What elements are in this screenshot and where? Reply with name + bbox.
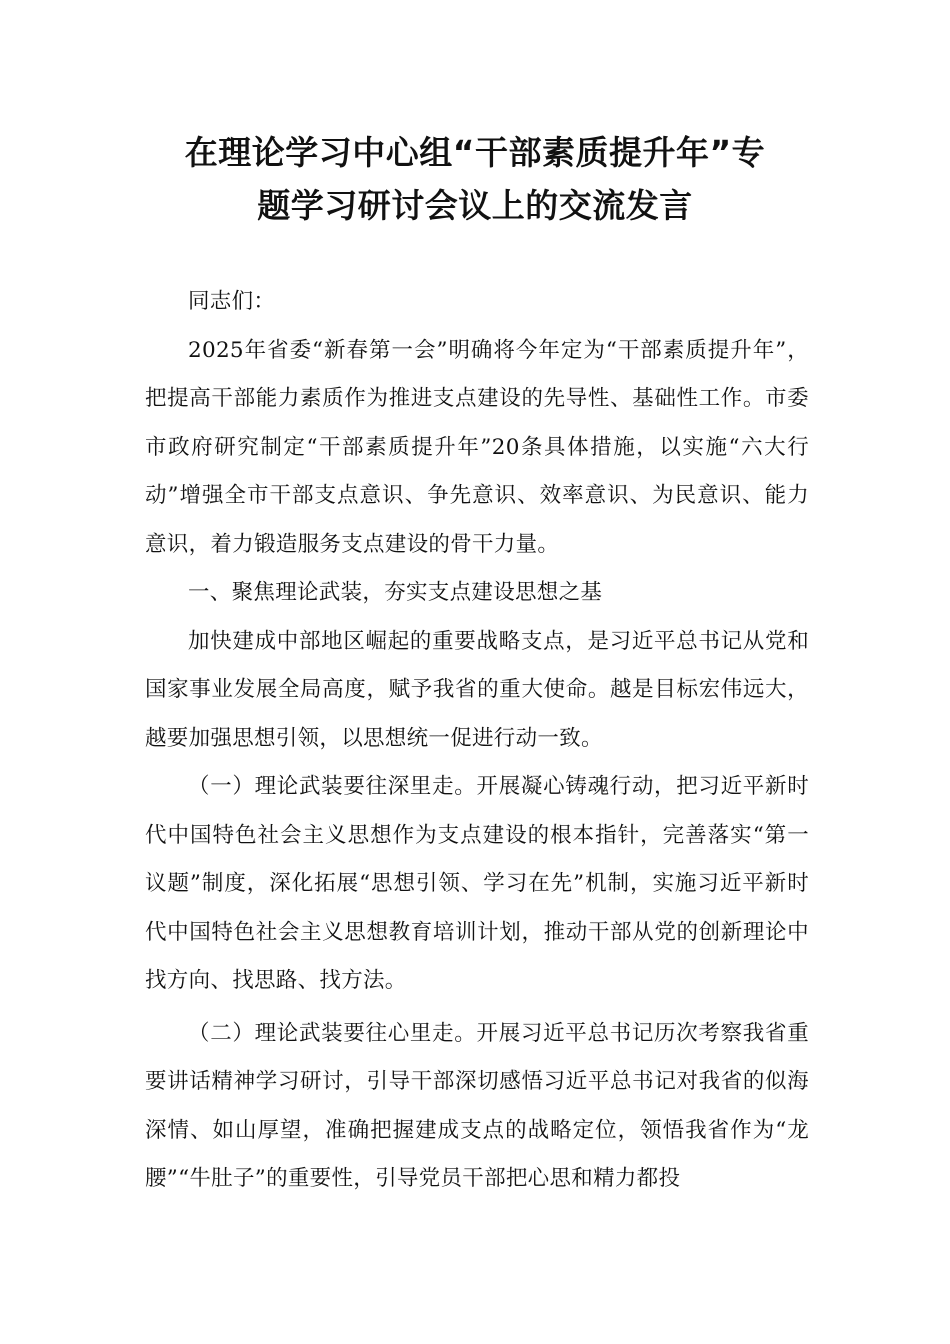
salutation: 同志们：: [188, 289, 276, 314]
paragraph-subsection-2: （二）理论武装要往心里走。开展习近平总书记历次考察我省重要讲话精神学习研讨，引导干部深切感悟习近平总书记对我省的似海深情、如山厚望，准确把握建成支点的战略定位，领悟我省作为“龙腰”“牛肚子”的重要性，引导党员干部把心思和精力都投: [145, 1020, 809, 1191]
paragraph-section-1: 加快建成中部地区崛起的重要战略支点，是习近平总书记从党和国家事业发展全局高度，赋予我省的重大使命。越是目标宏伟远大，越要加强思想引领，以思想统一促进行动一致。: [145, 628, 809, 751]
title-line-2: 题学习研讨会议上的交流发言: [257, 186, 693, 225]
section-heading-1: 一、聚焦理论武装，夯实支点建设思想之基: [188, 580, 603, 605]
title-line-1: 在理论学习中心组“干部素质提升年”专: [184, 133, 766, 172]
document-body: [145, 278, 809, 1204]
paragraph-intro: 2025年省委“新春第一会”明确将今年定为“干部素质提升年”，把提高干部能力素质作为推进支点建设的先导性、基础性工作。市委市政府研究制定“干部素质提升年”20条具体措施，以实施“六大行动”增强全市干部支点意识、争先意识、效率意识、为民意识、能力意识，着力锻造服务支点建设的骨干力量。: [145, 337, 809, 557]
document-title: [120, 126, 830, 232]
paragraph-subsection-1: （一）理论武装要往深里走。开展凝心铸魂行动，把习近平新时代中国特色社会主义思想作为支点建设的根本指针，完善落实“第一议题”制度，深化拓展“思想引领、学习在先”机制，实施习近平新时代中国特色社会主义思想教育培训计划，推动干部从党的创新理论中找方向、找思路、找方法。: [145, 774, 809, 993]
